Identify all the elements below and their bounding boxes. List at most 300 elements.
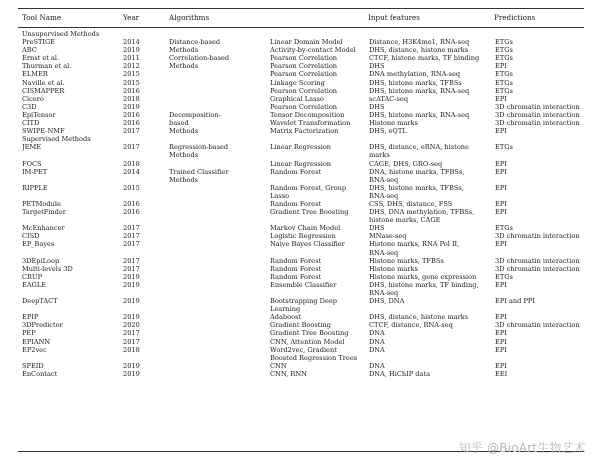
year-cell [123, 249, 169, 257]
algorithm-class-cell [169, 192, 270, 200]
input-features-cell: DHS, histone marks, TFBSs, [369, 183, 464, 192]
algorithm-cell: Pearson Correlation [270, 86, 338, 95]
input-features-cell: RNA-seq [369, 175, 399, 184]
top-rule [18, 8, 584, 9]
algorithm-class-cell [169, 216, 270, 224]
algorithm-cell: Naive Bayes Classifier [270, 240, 345, 249]
tool-name-cell: Thurman et al. [22, 62, 72, 71]
algorithm-cell: Linear Regression [270, 143, 332, 152]
table-row [22, 249, 584, 257]
predictions-cell [495, 151, 584, 159]
predictions-cell [495, 176, 584, 184]
year-cell: 2019 [123, 313, 140, 322]
year-cell: 2012 [123, 62, 140, 71]
algorithm-class-cell [169, 329, 270, 337]
year-cell: 2018 [123, 159, 140, 168]
section-label: Supervised Methods [22, 135, 91, 144]
algorithm-cell [270, 151, 369, 159]
predictions-cell: EPI [495, 240, 507, 249]
input-features-cell: DHS, eQTL [369, 127, 407, 136]
table-row [22, 354, 584, 362]
predictions-cell: EPI [495, 313, 507, 322]
tool-name-cell: CRUP [22, 272, 43, 281]
year-cell: 2015 [123, 70, 140, 79]
algorithm-cell: Markov Chain Model [270, 224, 341, 233]
year-cell: 2016 [123, 119, 140, 128]
tool-name-cell: 3DPredictor [22, 321, 63, 330]
header-algorithms: Algorithms [169, 13, 210, 22]
algorithm-cell: CNN [270, 361, 287, 370]
year-cell: 2017 [123, 264, 140, 273]
table-row [22, 87, 584, 95]
predictions-cell: 3D chromatin interaction [495, 264, 580, 273]
algorithm-cell: Linear Regression [270, 159, 332, 168]
predictions-cell: ETGs [495, 224, 513, 233]
algorithm-class-cell: Methods [169, 175, 199, 184]
algorithm-class-cell [169, 208, 270, 216]
table-row [22, 192, 584, 200]
tools-table [22, 30, 584, 378]
year-cell: 2016 [123, 208, 140, 217]
table-row [22, 273, 584, 281]
algorithm-class-cell [169, 232, 270, 240]
table-row [22, 54, 584, 62]
tool-name-cell: CITD [22, 119, 40, 128]
header-year: Year [123, 13, 140, 22]
algorithm-cell: Random Forest, Group [270, 183, 347, 192]
algorithm-class-cell [169, 362, 270, 370]
tool-name-cell: EPIP [22, 313, 39, 322]
year-cell: 2016 [123, 86, 140, 95]
predictions-cell [495, 354, 584, 362]
predictions-cell: EPI [495, 94, 507, 103]
year-cell: 2015 [123, 183, 140, 192]
year-cell [123, 289, 169, 297]
year-cell: 2014 [123, 38, 140, 47]
year-cell [123, 216, 169, 224]
algorithm-cell: Pearson Correlation [270, 62, 338, 71]
predictions-cell: EPI [495, 280, 507, 289]
algorithm-cell [270, 289, 369, 297]
table-row [22, 119, 584, 127]
input-features-cell: DHS [369, 224, 385, 233]
input-features-cell: CTCF, histone marks, TF binding [369, 54, 480, 63]
tool-name-cell [22, 216, 123, 224]
algorithm-class-cell [169, 160, 270, 168]
algorithm-cell: Random Forest [270, 167, 322, 176]
predictions-cell: EEI [495, 369, 508, 378]
tool-name-cell: CISMAPPER [22, 86, 65, 95]
tool-name-cell: EPIANN [22, 337, 51, 346]
predictions-cell: ETGs [495, 54, 513, 63]
predictions-cell [495, 289, 584, 297]
tool-name-cell: Multi-levels 3D [22, 264, 73, 273]
input-features-cell: DHS, DNA [369, 297, 405, 306]
table-row [22, 111, 584, 119]
input-features-cell: Histone marks [369, 119, 418, 128]
header-tool-name: Tool Name [22, 13, 62, 22]
algorithm-cell: Random Forest [270, 264, 322, 273]
input-features-cell: DHS, histone marks, RNA-seq [369, 110, 470, 119]
input-features-cell: marks [369, 151, 390, 160]
algorithm-class-cell: Methods [169, 151, 199, 160]
tool-name-cell: SWIPE-NMF [22, 127, 65, 136]
algorithm-cell: Adaboost [270, 313, 302, 322]
table-row [22, 329, 584, 337]
table-row [22, 70, 584, 78]
predictions-cell: 3D chromatin interaction [495, 321, 580, 330]
table-row [22, 143, 584, 151]
input-features-cell: DNA, HiChIP data [369, 369, 431, 378]
year-cell: 2017 [123, 337, 140, 346]
algorithm-cell: Pearson Correlation [270, 54, 338, 63]
table-row [22, 265, 584, 273]
algorithm-class-cell [169, 273, 270, 281]
algorithm-cell: Random Forest [270, 199, 322, 208]
predictions-cell [495, 305, 584, 313]
table-row [22, 257, 584, 265]
table-row [22, 313, 584, 321]
algorithm-class-cell: Trained Classifier [169, 167, 229, 176]
year-cell: 2019 [123, 297, 140, 306]
table-row [22, 62, 584, 70]
algorithm-class-cell [169, 103, 270, 111]
table-row [22, 103, 584, 111]
tool-name-cell: ELMER [22, 70, 48, 79]
watermark: 知乎 @BioArt生物艺术 [458, 441, 586, 455]
predictions-cell: ETGs [495, 143, 513, 152]
tool-name-cell: PETModule [22, 199, 61, 208]
algorithm-class-cell: Regression-based [169, 143, 229, 152]
input-features-cell: DNA methylation, RNA-seq [369, 70, 461, 79]
algorithm-class-cell: Methods [169, 62, 199, 71]
algorithm-class-cell: based [169, 119, 189, 128]
algorithm-class-cell [169, 346, 270, 354]
algorithm-class-cell [169, 297, 270, 305]
predictions-cell: 3D chromatin interaction [495, 256, 580, 265]
header-predictions: Predictions [494, 13, 536, 22]
tool-name-cell: Naville et al. [22, 78, 65, 87]
algorithm-class-cell [169, 79, 270, 87]
algorithm-class-cell [169, 305, 270, 313]
algorithm-class-cell [169, 200, 270, 208]
table-row [22, 95, 584, 103]
table-row [22, 127, 584, 135]
algorithm-cell: Logistic Regression [270, 232, 336, 241]
tool-name-cell: DeepTACT [22, 297, 58, 306]
tool-name-cell [22, 289, 123, 297]
tool-name-cell: TargetFinder [22, 208, 66, 217]
input-features-cell: Histone marks, TFBSs [369, 256, 444, 265]
algorithm-class-cell [169, 257, 270, 265]
predictions-cell: EPI [495, 159, 507, 168]
predictions-cell: 3D chromatin interaction [495, 110, 580, 119]
input-features-cell: RNA-seq [369, 289, 399, 297]
algorithm-cell: Gradient Tree Boosting [270, 329, 349, 338]
year-cell: 2017 [123, 256, 140, 265]
year-cell: 2017 [123, 240, 140, 249]
algorithm-cell: Pearson Correlation [270, 102, 338, 111]
input-features-cell: MNase-seq [369, 232, 407, 241]
tool-name-cell: 3DEpiLoop [22, 256, 60, 265]
input-features-cell: DHS, distance, eRNA, histone [369, 143, 469, 152]
algorithm-class-cell [169, 289, 270, 297]
input-features-cell: scATAC-seq [369, 94, 409, 103]
table-row [22, 216, 584, 224]
year-cell: 2019 [123, 361, 140, 370]
input-features-cell: Histone marks, RNA Pol II, [369, 240, 460, 249]
tool-name-cell: CISD [22, 232, 40, 241]
year-cell [123, 192, 169, 200]
algorithm-class-cell [169, 313, 270, 321]
predictions-cell: EPI and PPI [495, 297, 535, 306]
input-features-cell: DHS, histone marks, TF binding, [369, 280, 479, 289]
tool-name-cell: EnContact [22, 369, 58, 378]
algorithm-cell [270, 176, 369, 184]
year-cell: 2011 [123, 54, 140, 63]
table-row [22, 362, 584, 370]
section-row [22, 30, 584, 38]
algorithm-cell: Graphical Lasso [270, 94, 324, 103]
predictions-cell: 3D chromatin interaction [495, 232, 580, 241]
tool-name-cell: EP2vec [22, 345, 47, 354]
input-features-cell: CSS, DHS, distance, FSS [369, 199, 453, 208]
algorithm-cell: Linear Domain Model [270, 38, 343, 47]
predictions-cell: ETGs [495, 86, 513, 95]
input-features-cell: DHS [369, 102, 385, 111]
tool-name-cell [22, 305, 123, 313]
predictions-cell [495, 216, 584, 224]
tool-name-cell: FOCS [22, 159, 42, 168]
table-row [22, 346, 584, 354]
year-cell: 2019 [123, 272, 140, 281]
predictions-cell: EPI [495, 208, 507, 217]
algorithm-cell: Wavelet Transformation [270, 119, 351, 128]
year-cell: 2019 [123, 369, 140, 378]
algorithm-class-cell [169, 224, 270, 232]
algorithm-cell: CNN, Attention Model [270, 337, 345, 346]
algorithm-cell [270, 216, 369, 224]
table-row [22, 232, 584, 240]
algorithm-cell: Random Forest [270, 256, 322, 265]
predictions-cell: EPI [495, 345, 507, 354]
input-features-cell: RNA-seq [369, 191, 399, 200]
predictions-cell: ETGs [495, 38, 513, 47]
input-features-cell: DHS [369, 62, 385, 71]
predictions-cell: EPI [495, 167, 507, 176]
table-row [22, 200, 584, 208]
input-features-cell: Histone marks [369, 264, 418, 273]
year-cell: 2019 [123, 102, 140, 111]
input-features-cell: DHS, distance, histone marks [369, 46, 469, 55]
algorithm-cell: CNN, RNN [270, 369, 307, 378]
algorithm-class-cell [169, 265, 270, 273]
year-cell: 2017 [123, 143, 140, 152]
algorithm-cell: Activity-by-contact Model [270, 46, 356, 55]
tool-name-cell [22, 176, 123, 184]
table-row [22, 224, 584, 232]
table-row [22, 168, 584, 176]
tool-name-cell [22, 151, 123, 159]
year-cell: 2017 [123, 232, 140, 241]
tool-name-cell: EAGLE [22, 280, 47, 289]
input-features-cell: DNA [369, 345, 385, 354]
algorithm-class-cell [169, 240, 270, 248]
table-row [22, 281, 584, 289]
tool-name-cell: EP_Bayes [22, 240, 55, 249]
table-row [22, 184, 584, 192]
table-row [22, 370, 584, 378]
tool-name-cell: JEME [22, 143, 42, 152]
table-row [22, 176, 584, 184]
year-cell: 2017 [123, 127, 140, 136]
tool-name-cell: McEnhancer [22, 224, 65, 233]
input-features-cell: CAGE, DHS, GRO-seq [369, 159, 443, 168]
algorithm-class-cell [169, 338, 270, 346]
algorithm-cell [270, 249, 369, 257]
section-label: Unsupervised Methods [22, 30, 100, 38]
algorithm-class-cell [169, 70, 270, 78]
algorithm-class-cell [169, 321, 270, 329]
header-rule [18, 27, 584, 28]
algorithm-cell: Bootstrapping Deep [270, 297, 337, 306]
algorithm-cell: Learning [270, 305, 301, 314]
algorithm-class-cell [169, 87, 270, 95]
algorithm-cell: Ensemble Classifier [270, 280, 337, 289]
algorithm-class-cell: Correlation-based [169, 54, 230, 63]
algorithm-class-cell: Methods [169, 46, 199, 55]
table-row [22, 208, 584, 216]
table-row [22, 338, 584, 346]
year-cell [123, 354, 169, 362]
tool-name-cell: SPEID [22, 361, 44, 370]
table-row [22, 79, 584, 87]
input-features-cell: RNA-seq [369, 248, 399, 257]
predictions-cell: EPI [495, 62, 507, 71]
header-input-features: Input features [368, 13, 420, 22]
algorithm-cell: Pearson Correlation [270, 70, 338, 79]
predictions-cell: EPI [495, 337, 507, 346]
table-row [22, 305, 584, 313]
algorithm-cell: Matrix Factorization [270, 127, 339, 136]
algorithm-class-cell: Decomposition- [169, 110, 221, 119]
predictions-cell: EPI [495, 199, 507, 208]
algorithm-cell: Gradient Tree Boosting [270, 208, 349, 217]
algorithm-class-cell [169, 95, 270, 103]
algorithm-cell: Word2vec, Gradient [270, 345, 337, 354]
input-features-cell [369, 354, 495, 362]
input-features-cell: DNA [369, 361, 385, 370]
year-cell: 2020 [123, 321, 140, 330]
input-features-cell: DNA [369, 329, 385, 338]
year-cell: 2018 [123, 345, 140, 354]
algorithm-cell: Linkage Scoring [270, 78, 325, 87]
predictions-cell: EPI [495, 329, 507, 338]
predictions-cell: EPI [495, 127, 507, 136]
year-cell: 2019 [123, 280, 140, 289]
section-row [22, 135, 584, 143]
algorithm-class-cell: Methods [169, 127, 199, 136]
year-cell: 2017 [123, 329, 140, 338]
algorithm-cell: Gradient Boosting [270, 321, 331, 330]
algorithm-cell: Boosted Regression Trees [270, 353, 358, 362]
year-cell [123, 305, 169, 313]
input-features-cell: DNA [369, 337, 385, 346]
predictions-cell: 3D chromatin interaction [495, 119, 580, 128]
table-row [22, 240, 584, 248]
year-cell: 2018 [123, 94, 140, 103]
tool-name-cell: C3D [22, 102, 37, 111]
table-row [22, 289, 584, 297]
algorithm-cell: Lasso [270, 191, 290, 200]
input-features-cell: Histone marks, gene expression [369, 272, 477, 281]
tool-name-cell [22, 249, 123, 257]
input-features-cell [369, 305, 495, 313]
predictions-cell [495, 192, 584, 200]
algorithm-cell: Tensor Decomposition [270, 110, 345, 119]
predictions-cell [495, 249, 584, 257]
predictions-cell: EPI [495, 183, 507, 192]
tool-name-cell: Cicero [22, 94, 44, 103]
algorithm-class-cell [169, 354, 270, 362]
year-cell [123, 151, 169, 159]
table-row [22, 160, 584, 168]
tool-name-cell: Ernst et al. [22, 54, 60, 63]
table-row [22, 38, 584, 46]
predictions-cell: ETGs [495, 46, 513, 55]
table-row [22, 321, 584, 329]
tool-name-cell: PreSTIGE [22, 38, 56, 47]
year-cell: 2017 [123, 224, 140, 233]
input-features-cell: DHS, histone marks, RNA-seq [369, 86, 470, 95]
input-features-cell: Distance, H3K4me1, RNA-seq [369, 38, 470, 47]
tool-name-cell [22, 354, 123, 362]
algorithm-class-cell [169, 184, 270, 192]
year-cell: 2014 [123, 167, 140, 176]
algorithm-class-cell [169, 370, 270, 378]
algorithm-cell: Random Forest [270, 272, 322, 281]
year-cell [123, 176, 169, 184]
input-features-cell: DHS, DNA methylation, TFBSs, [369, 208, 475, 217]
table-row [22, 151, 584, 159]
tool-name-cell [22, 192, 123, 200]
predictions-cell: EPI [495, 361, 507, 370]
tool-name-cell: IM-PET [22, 167, 48, 176]
year-cell: 2016 [123, 199, 140, 208]
table-row [22, 46, 584, 54]
input-features-cell: DHS, histone marks, TFBSs [369, 78, 462, 87]
tool-name-cell: PEP [22, 329, 36, 338]
predictions-cell: ETGs [495, 272, 513, 281]
tool-name-cell: EpiTensor [22, 110, 56, 119]
algorithm-class-cell [169, 249, 270, 257]
table-row [22, 297, 584, 305]
predictions-cell: ETGs [495, 70, 513, 79]
predictions-cell: 3D chromatin interaction [495, 102, 580, 111]
year-cell: 2015 [123, 78, 140, 87]
tool-name-cell: ABC [22, 46, 37, 55]
year-cell: 2019 [123, 46, 140, 55]
predictions-cell: ETGs [495, 78, 513, 87]
algorithm-class-cell: Distance-based [169, 38, 221, 47]
input-features-cell: CTCF, distance, RNA-seq [369, 321, 453, 330]
input-features-cell: DNA, histone marks, TFBSs, [369, 167, 465, 176]
algorithm-class-cell [169, 281, 270, 289]
input-features-cell: DHS, distance, histone marks [369, 313, 469, 322]
year-cell: 2016 [123, 110, 140, 119]
tool-name-cell: RIPPLE [22, 183, 48, 192]
input-features-cell: histone marks, CAGE [369, 216, 441, 225]
